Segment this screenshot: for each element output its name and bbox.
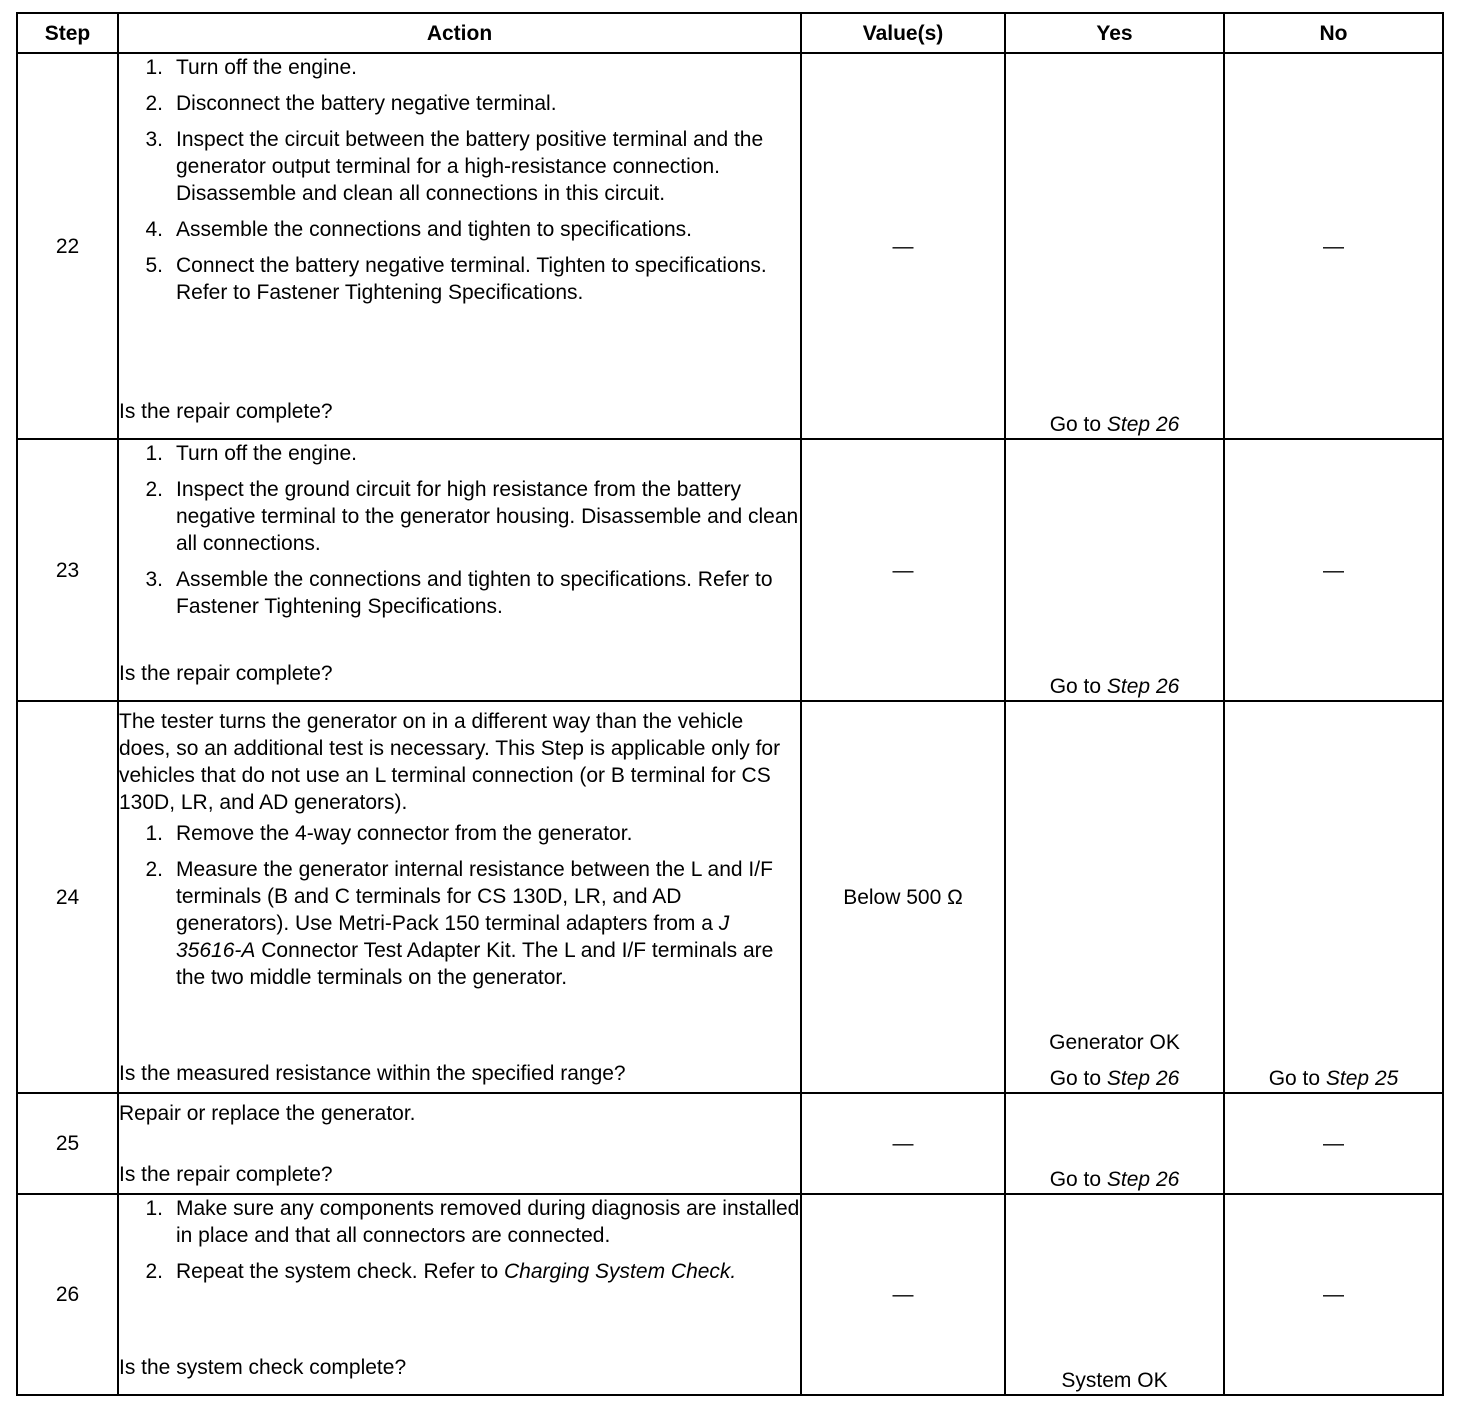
dash: — bbox=[892, 234, 914, 258]
header-step: Step bbox=[17, 13, 118, 53]
table-row-step-26 bbox=[17, 1194, 1443, 1395]
action-steps-list bbox=[119, 440, 800, 629]
dash: — bbox=[1323, 1132, 1344, 1155]
dash: — bbox=[1323, 1283, 1344, 1306]
list-item: 3. Assemble the connections and tighten to specifications. Refer to Fastener Tightening Specifications. bbox=[145, 568, 773, 618]
status-text: Generator OK bbox=[1049, 1031, 1180, 1054]
dash: — bbox=[892, 1283, 914, 1306]
list-item: 1. Turn off the engine. bbox=[145, 442, 357, 465]
list-item: 1. Remove the 4-way connector from the generator. bbox=[145, 822, 633, 845]
step-number: 23 bbox=[17, 439, 118, 701]
action-intro: The tester turns the generator on in a different way than the vehicle does, so an additional test is necessary. This Step is applicable only for vehicles that do not use an L terminal connection (or B terminal for CS 130D, LR, and AD generators). bbox=[119, 710, 781, 814]
table-row-step-24 bbox=[17, 701, 1443, 1093]
header-values: Value(s) bbox=[801, 13, 1005, 53]
header-no: No bbox=[1224, 13, 1443, 53]
list-item: 1. Make sure any components removed during diagnosis are installed in place and that all connectors are connected. bbox=[145, 1197, 800, 1247]
no-cell: Go to Step 25 bbox=[1224, 701, 1443, 1093]
action-cell bbox=[118, 439, 801, 701]
status-text: System OK bbox=[1061, 1369, 1168, 1392]
step-number: 22 bbox=[17, 53, 118, 439]
list-item: 2. Inspect the ground circuit for high resistance from the battery negative terminal to the generator housing. Disassemble and clean all connections. bbox=[145, 478, 799, 555]
question-text: Is the measured resistance within the specified range? bbox=[119, 1062, 626, 1085]
question-text: Is the system check complete? bbox=[119, 1356, 407, 1379]
no-cell bbox=[1224, 53, 1443, 439]
step-number: 25 bbox=[17, 1093, 118, 1194]
step-reference: Step 25 bbox=[1325, 1067, 1399, 1090]
yes-cell bbox=[1005, 1194, 1224, 1395]
step-reference: Step 26 bbox=[1106, 413, 1180, 436]
dash: — bbox=[892, 558, 914, 582]
action-steps-list bbox=[119, 54, 800, 315]
list-item: 5. Connect the battery negative terminal. Tighten to specifications. Refer to Fastener Tightening Specifications. bbox=[145, 254, 767, 304]
yes-cell: Go to Step 26 bbox=[1005, 1093, 1224, 1194]
step-number: 26 bbox=[17, 1194, 118, 1395]
dash: — bbox=[1323, 234, 1344, 258]
header-row bbox=[17, 13, 1443, 53]
table-row-step-22 bbox=[17, 53, 1443, 439]
no-cell bbox=[1224, 439, 1443, 701]
value-cell bbox=[801, 1093, 1005, 1194]
step-number: 24 bbox=[17, 701, 118, 1093]
value-cell bbox=[801, 439, 1005, 701]
action-cell bbox=[118, 1093, 801, 1194]
list-item: 2. Measure the generator internal resistance between the L and I/F terminals (B and C terminals for CS 130D, LR, and AD generators). Use Metri-Pack 150 terminal adapters from a J 35616-A Connector Test Adapter Kit. The L and I/F terminals are the two middle terminals on the generator. bbox=[145, 858, 774, 989]
document-reference: Charging System Check. bbox=[504, 1260, 737, 1283]
action-cell bbox=[118, 53, 801, 439]
action-steps-list bbox=[119, 1195, 800, 1294]
question-text: Is the repair complete? bbox=[119, 400, 333, 423]
yes-cell: Go to Step 26 bbox=[1005, 53, 1224, 439]
action-intro: Repair or replace the generator. bbox=[119, 1102, 416, 1125]
list-item: 4. Assemble the connections and tighten to specifications. bbox=[145, 218, 692, 241]
list-item: 2. Repeat the system check. Refer to Charging System Check. bbox=[145, 1260, 737, 1283]
value-cell bbox=[801, 1194, 1005, 1395]
action-cell bbox=[118, 1194, 801, 1395]
value-cell bbox=[801, 53, 1005, 439]
action-steps-list bbox=[119, 820, 800, 1000]
list-item: 1. Turn off the engine. bbox=[145, 56, 357, 79]
header-action: Action bbox=[118, 13, 801, 53]
no-cell bbox=[1224, 1093, 1443, 1194]
action-cell bbox=[118, 701, 801, 1093]
step-reference: Step 26 bbox=[1106, 675, 1180, 698]
list-item: 2. Disconnect the battery negative terminal. bbox=[145, 92, 557, 115]
table-row-step-25 bbox=[17, 1093, 1443, 1194]
tool-reference: J 35616-A bbox=[176, 912, 730, 962]
dash: — bbox=[1323, 558, 1344, 582]
yes-cell: Go to Step 26 bbox=[1005, 439, 1224, 701]
diagnostic-table bbox=[16, 12, 1444, 1396]
question-text: Is the repair complete? bbox=[119, 1163, 333, 1186]
question-text: Is the repair complete? bbox=[119, 662, 333, 685]
no-cell bbox=[1224, 1194, 1443, 1395]
dash: — bbox=[892, 1132, 914, 1155]
value-cell: Below 500 Ω bbox=[801, 701, 1005, 1093]
header-yes: Yes bbox=[1005, 13, 1224, 53]
list-item: 3. Inspect the circuit between the battery positive terminal and the generator output terminal for a high-resistance connection. Disassemble and clean all connections in this circuit. bbox=[145, 128, 764, 205]
yes-cell: Generator OK Go to Step 26 bbox=[1005, 701, 1224, 1093]
table-row-step-23 bbox=[17, 439, 1443, 701]
step-reference: Step 26 bbox=[1106, 1168, 1180, 1191]
step-reference: Step 26 bbox=[1106, 1067, 1180, 1090]
